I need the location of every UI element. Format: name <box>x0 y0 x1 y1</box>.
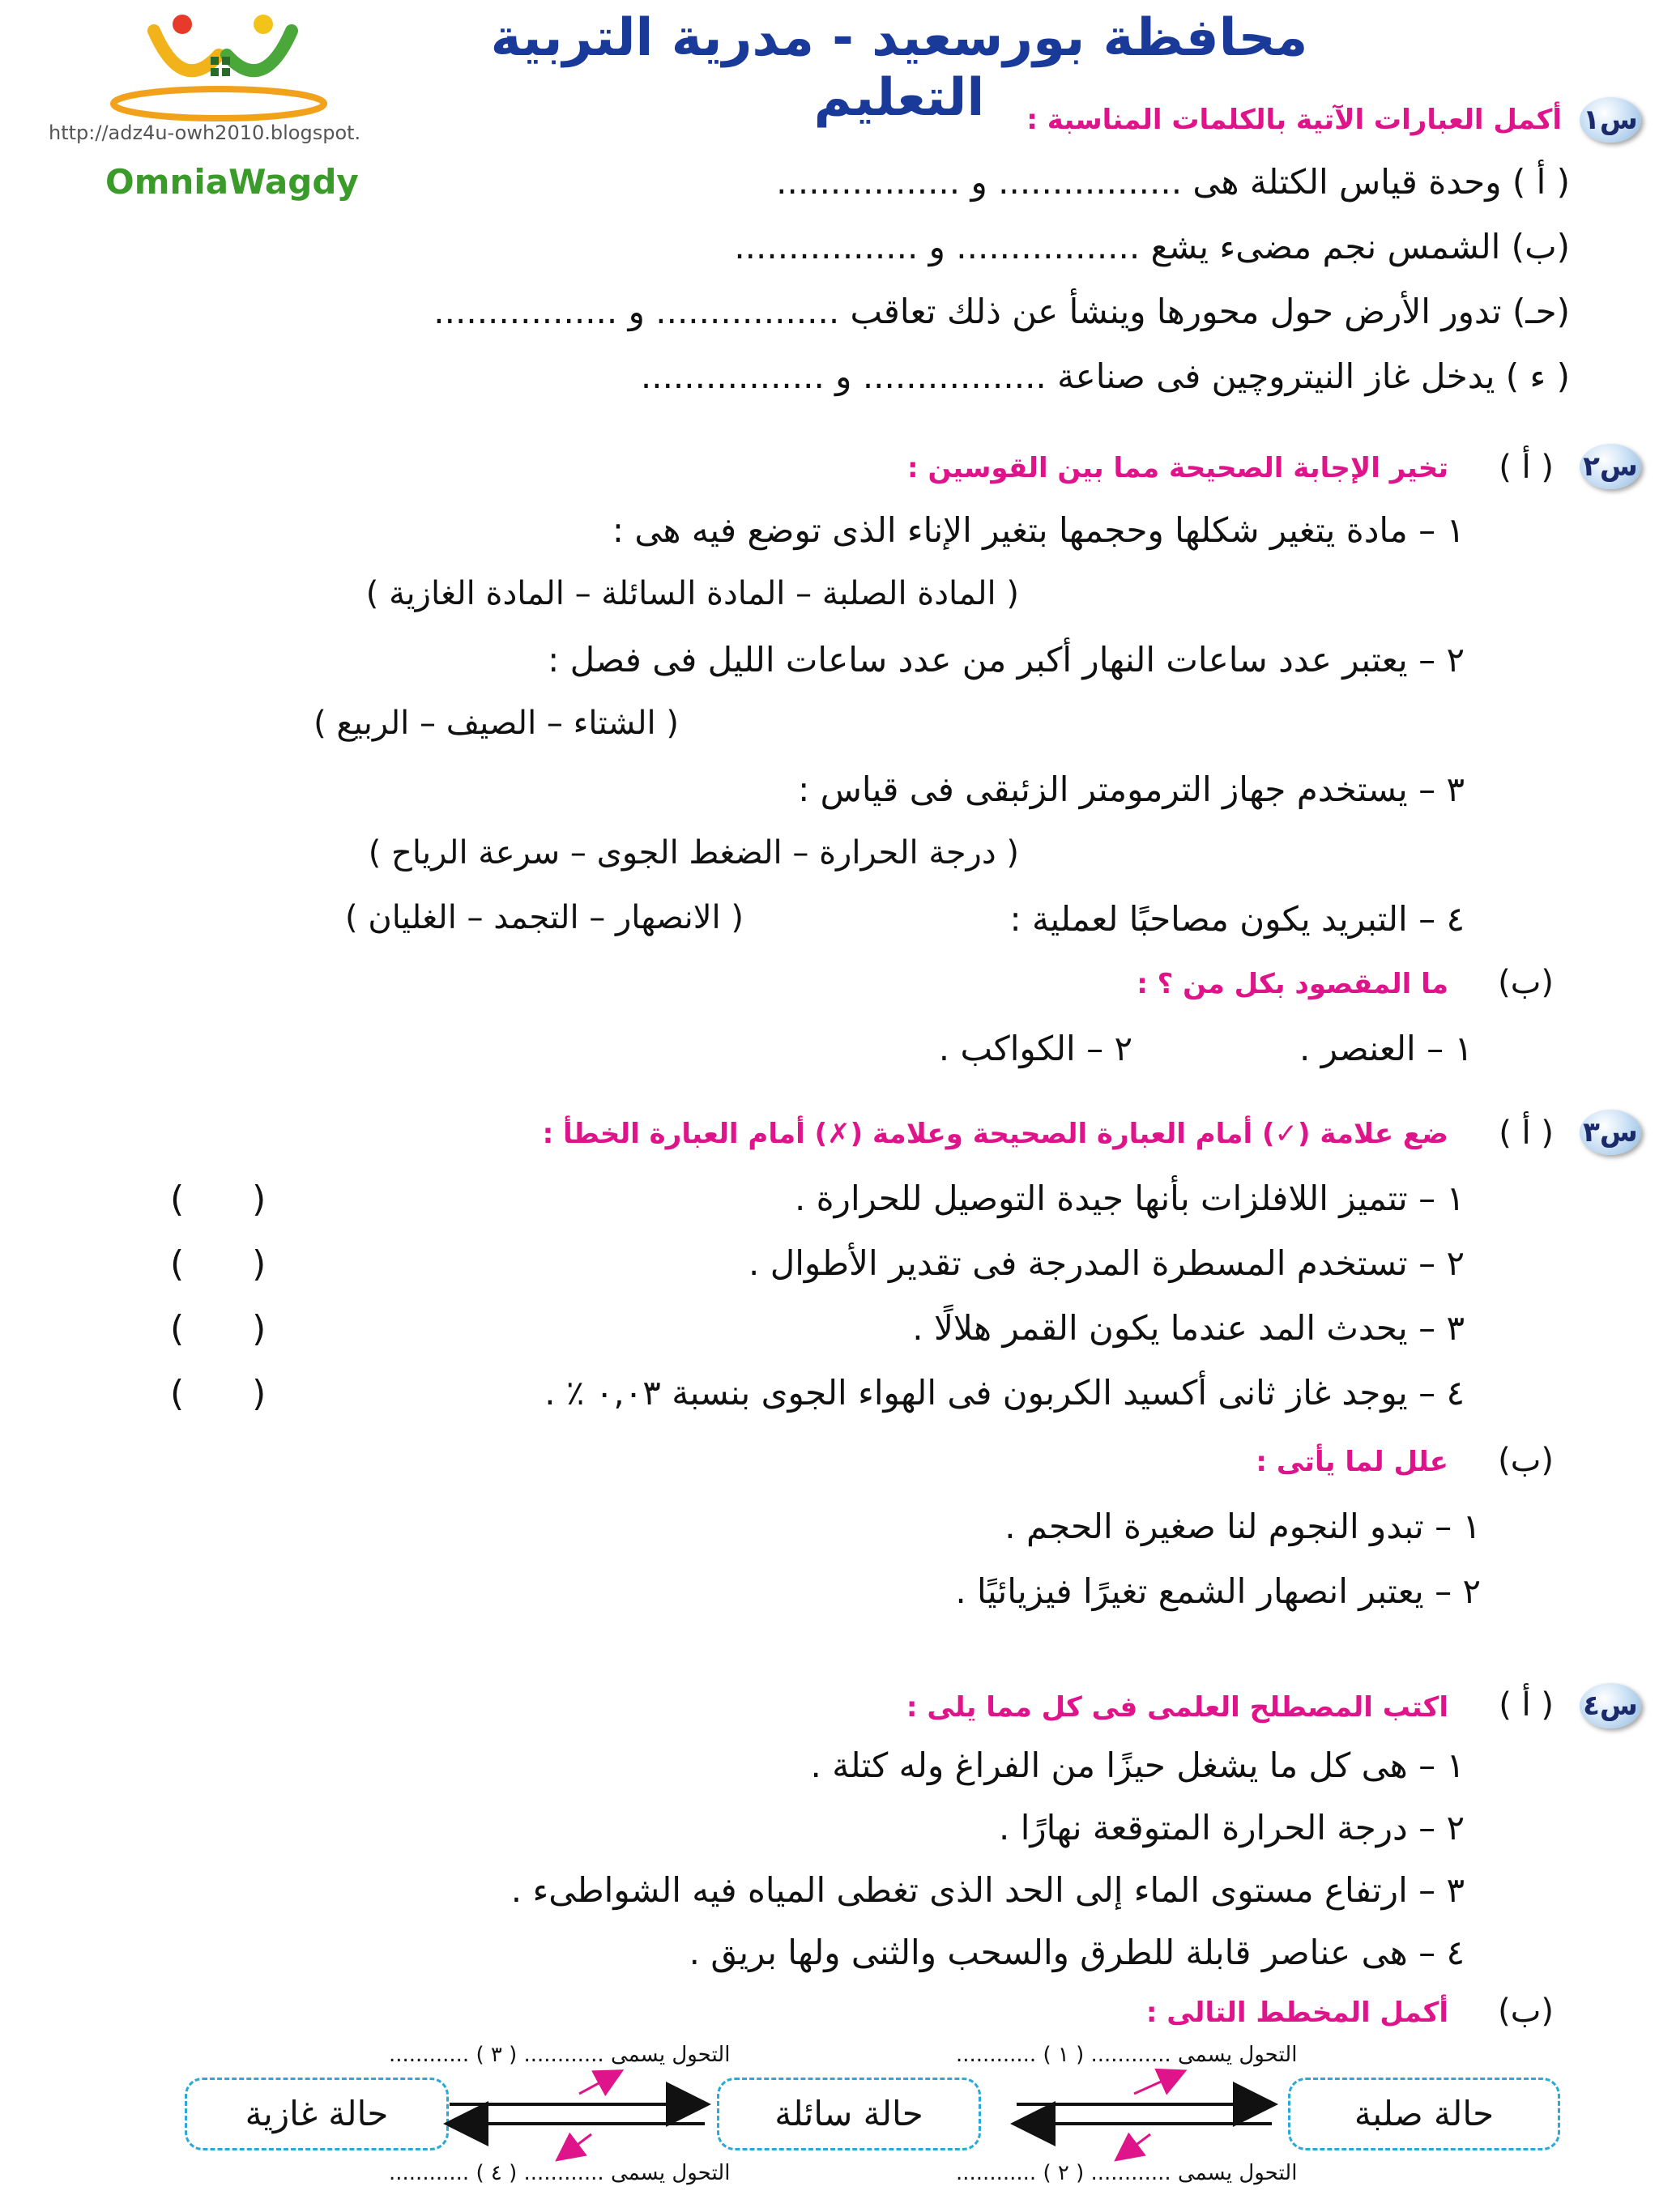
q4-item-4: ٤ – هى عناصر قابلة للطرق والسحب والثنى ولها بريق . <box>689 1933 1465 1972</box>
question-badge-1: س١ <box>1580 97 1641 143</box>
q4-item-2: ٢ – درجة الحرارة المتوقعة نهارًا . <box>999 1808 1465 1848</box>
q4-part-a-heading: اكتب المصطلح العلمى فى كل مما يلى : <box>906 1691 1448 1724</box>
q3-part-b-heading: علل لما يأتى : <box>1256 1446 1448 1478</box>
logo <box>105 6 340 128</box>
logo-url: http://adz4u-owh2010.blogspot. <box>49 121 361 144</box>
state-box-gas: حالة غازية <box>185 2078 449 2150</box>
q3-answer-4[interactable]: ( ) <box>170 1373 267 1414</box>
q3-part-b-item-2: ٢ – يعتبر انصهار الشمع تغيرًا فيزيائيًا . <box>955 1571 1481 1611</box>
diagram-arrows <box>0 2057 1659 2171</box>
page-title: محافظة بورسعيد - مدرية التربية التعليم <box>490 8 1308 128</box>
q3-answer-1[interactable]: ( ) <box>170 1178 267 1220</box>
q2-part-b-item-2: ٢ – الكواكب . <box>938 1029 1132 1068</box>
question-badge-3: س٣ <box>1580 1110 1641 1155</box>
q3-part-a-label: ( أ ) <box>1499 1115 1554 1152</box>
transition-label-4: التحول يسمى ............ ( ٤ ) ............ <box>389 2161 731 2185</box>
q4-part-a-label: ( أ ) <box>1499 1686 1554 1724</box>
q3-item-3: ٣ – يحدث المد عندما يكون القمر هلالًا . <box>912 1308 1465 1348</box>
pink-arrow-1 <box>1134 2072 1183 2094</box>
q1-item-3: (حـ) تدور الأرض حول محورها وينشأ عن ذلك تعاقب ................. و ................. <box>433 292 1570 331</box>
q1-item-2: (ب) الشمس نجم مضىء يشع ................. و ................. <box>734 227 1570 266</box>
q3-part-a-heading: ضع علامة (✓) أمام العبارة الصحيحة وعلامة (✗) أمام العبارة الخطأ : <box>542 1118 1448 1150</box>
logo-graphic <box>105 6 340 128</box>
q2-item-3-choices: ( درجة الحرارة – الضغط الجوى – سرعة الرياح ) <box>368 834 1019 872</box>
q2-part-a-label: ( أ ) <box>1499 449 1554 486</box>
q2-item-4: ٤ – التبريد يكون مصاحبًا لعملية : <box>1009 899 1465 939</box>
pink-arrow-4 <box>559 2134 591 2159</box>
q2-item-3: ٣ – يستخدم جهاز الترمومتر الزئبقى فى قياس : <box>798 769 1465 809</box>
q3-item-2: ٢ – تستخدم المسطرة المدرجة فى تقدير الأطوال . <box>748 1243 1465 1283</box>
q1-heading: أكمل العبارات الآتية بالكلمات المناسبة : <box>1026 104 1562 136</box>
q2-part-b-item-1: ١ – العنصر . <box>1299 1029 1473 1068</box>
q3-part-b-item-1: ١ – تبدو النجوم لنا صغيرة الحجم . <box>1004 1507 1481 1546</box>
q2-item-2-choices: ( الشتاء – الصيف – الربيع ) <box>313 705 679 742</box>
state-box-solid: حالة صلبة <box>1288 2078 1560 2150</box>
q2-item-2: ٢ – يعتبر عدد ساعات النهار أكبر من عدد ساعات الليل فى فصل : <box>548 640 1465 680</box>
q2-part-a-heading: تخير الإجابة الصحيحة مما بين القوسين : <box>907 452 1448 484</box>
q3-answer-2[interactable]: ( ) <box>170 1243 267 1285</box>
q2-part-b-heading: ما المقصود بكل من ؟ : <box>1137 968 1448 1000</box>
q4-item-1: ١ – هى كل ما يشغل حيزًا من الفراغ وله كتلة . <box>810 1745 1465 1785</box>
question-badge-4: س٤ <box>1580 1683 1641 1728</box>
q1-item-1: ( أ ) وحدة قياس الكتلة هى ................. و ................. <box>776 162 1570 202</box>
state-box-liquid: حالة سائلة <box>717 2078 981 2150</box>
q1-item-4: ( ء ) يدخل غاز النيتروچين فى صناعة ................. و ................. <box>640 356 1570 396</box>
q2-part-b-label: (ب) <box>1498 964 1554 1001</box>
transition-label-3: التحول يسمى ............ ( ٣ ) ............ <box>389 2043 731 2067</box>
q2-item-1-choices: ( المادة الصلبة – المادة السائلة – المادة الغازية ) <box>365 575 1019 612</box>
q3-answer-3[interactable]: ( ) <box>170 1308 267 1349</box>
q4-item-3: ٣ – ارتفاع مستوى الماء إلى الحد الذى تغطى المياه فيه الشواطىء . <box>510 1870 1465 1910</box>
q4-part-b-label: (ب) <box>1498 1993 1554 2030</box>
q3-part-b-label: (ب) <box>1498 1442 1554 1479</box>
q2-item-1: ١ – مادة يتغير شكلها وحجمها بتغير الإناء الذى توضع فيه هى : <box>612 510 1465 550</box>
question-badge-2: س٢ <box>1580 444 1641 489</box>
transition-label-1: التحول يسمى ............ ( ١ ) ............ <box>956 2043 1298 2067</box>
q3-item-1: ١ – تتميز اللافلزات بأنها جيدة التوصيل للحرارة . <box>794 1178 1465 1218</box>
pink-arrow-3 <box>579 2072 620 2094</box>
transition-label-2: التحول يسمى ............ ( ٢ ) ............ <box>956 2161 1298 2185</box>
pink-arrow-2 <box>1118 2134 1150 2159</box>
q2-item-4-choices: ( الانصهار – التجمد – الغليان ) <box>345 899 744 936</box>
q4-part-b-heading: أكمل المخطط التالى : <box>1145 1997 1448 2029</box>
q3-item-4: ٤ – يوجد غاز ثانى أكسيد الكربون فى الهواء الجوى بنسبة ٠,٠٣ ٪ . <box>544 1373 1465 1413</box>
logo-name: OmniaWagdy <box>105 162 359 202</box>
